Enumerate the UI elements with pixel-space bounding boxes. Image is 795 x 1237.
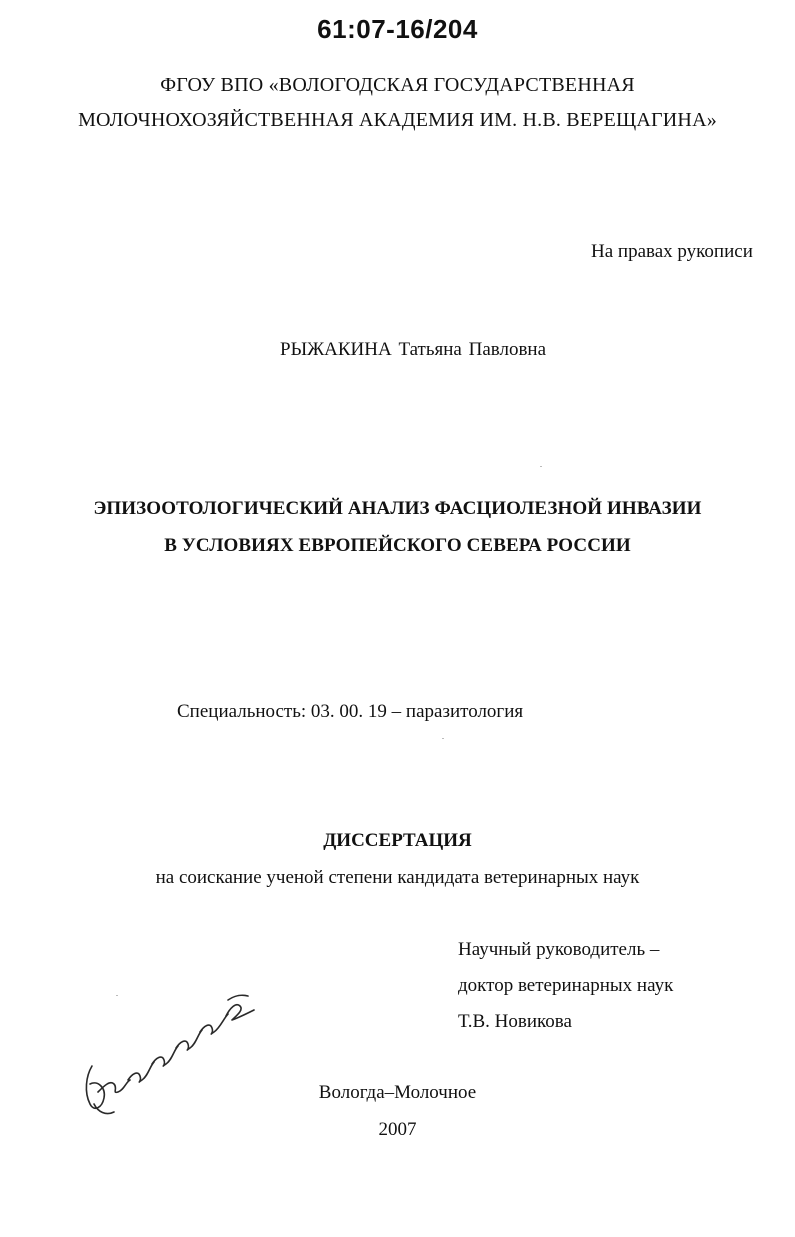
supervisor-name: Т.В. Новикова xyxy=(458,1011,572,1032)
institution-line-2: МОЛОЧНОХОЗЯЙСТВЕННАЯ АКАДЕМИЯ ИМ. Н.В. ВЕРЕЩАГИНА» xyxy=(78,109,717,131)
dissertation-heading: ДИССЕРТАЦИЯ xyxy=(323,830,472,851)
document-code: 61:07-16/204 xyxy=(317,14,478,44)
scan-speck xyxy=(442,738,444,739)
place-of-publication: Вологда–Молочное xyxy=(318,1082,477,1103)
thesis-title-line-1: ЭПИЗООТОЛОГИЧЕСКИЙ АНАЛИЗ ФАСЦИОЛЕЗНОЙ ИНВАЗИИ xyxy=(93,498,702,519)
author-name: РЫЖАКИНА Татьяна Павловна xyxy=(280,339,547,360)
scan-speck xyxy=(540,466,542,467)
supervisor-degree: доктор ветеринарных наук xyxy=(458,975,674,996)
institution-line-1: ФГОУ ВПО «ВОЛОГОДСКАЯ ГОСУДАРСТВЕННАЯ xyxy=(160,74,635,96)
supervisor-role: Научный руководитель – xyxy=(458,939,660,960)
specialty: Специальность: 03. 00. 19 – паразитология xyxy=(177,701,524,722)
thesis-title-line-2: В УСЛОВИЯХ ЕВРОПЕЙСКОГО СЕВЕРА РОССИИ xyxy=(164,535,631,556)
degree-line: на соискание ученой степени кандидата ветеринарных наук xyxy=(155,867,640,888)
publication-year: 2007 xyxy=(378,1119,417,1140)
rights-note: На правах рукописи xyxy=(591,241,753,262)
scan-speck xyxy=(116,995,118,996)
